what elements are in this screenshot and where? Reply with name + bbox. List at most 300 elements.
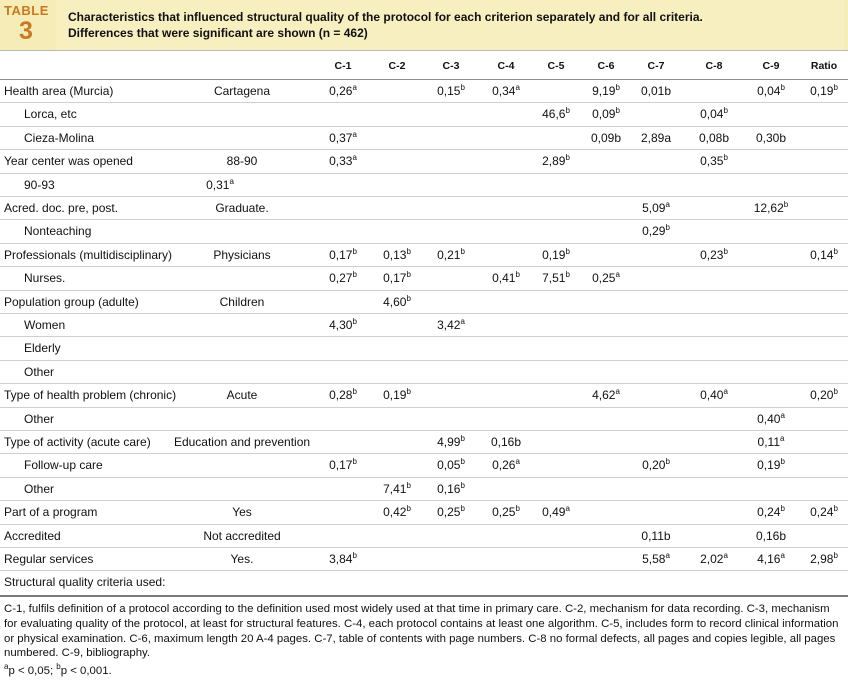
row-label: Cieza-Molina: [24, 130, 95, 145]
value-cell: [315, 127, 371, 150]
significance-marker: a: [665, 200, 670, 209]
value-cell: [528, 220, 584, 243]
value-cell: [369, 244, 425, 267]
value-cell: [743, 361, 799, 384]
value-cell: [423, 314, 479, 337]
table-row: [0, 266, 848, 290]
significance-marker: a: [515, 83, 520, 92]
reference-category: [152, 267, 332, 290]
value-cell: [528, 267, 584, 290]
value-cell: [686, 103, 742, 126]
significance-marker: b: [352, 551, 357, 560]
reference-category: [152, 384, 332, 407]
value-cell: [628, 548, 684, 571]
value-cell: [686, 384, 742, 407]
row-label: Professionals (multidisciplinary): [4, 247, 173, 262]
table-row: [0, 524, 848, 548]
value-cell: [578, 571, 634, 594]
value-cell: [369, 525, 425, 548]
value-cell: [743, 454, 799, 477]
value-text: 7,41: [383, 481, 407, 496]
value-text: 0,24: [757, 505, 781, 520]
row-label: 90-93: [24, 177, 55, 192]
value-cell: [578, 127, 634, 150]
value-text: 0,20: [642, 458, 666, 473]
value-cell: [743, 127, 799, 150]
table-row: [0, 547, 848, 571]
value-text: 0,09: [592, 107, 616, 122]
value-cell: [315, 267, 371, 290]
value-cell: [686, 197, 742, 220]
significance-marker: b: [665, 223, 670, 233]
value-cell: [796, 244, 848, 267]
row-label: Type of activity (acute care): [4, 435, 151, 449]
reference-category: [152, 150, 332, 173]
table-row: [0, 407, 848, 431]
value-cell: [315, 220, 371, 243]
value-cell: [528, 314, 584, 337]
value-cell: [628, 361, 684, 384]
significance-marker: a: [723, 551, 728, 560]
value-cell: [796, 314, 848, 337]
significance-marker: b: [352, 387, 357, 397]
value-cell: [796, 501, 848, 524]
value-cell: [578, 454, 634, 477]
value-cell: [315, 174, 371, 197]
value-text: 0,04: [757, 84, 781, 98]
value-text: 3,84: [329, 552, 353, 566]
significance-marker: b: [780, 83, 785, 92]
value-cell: [528, 454, 584, 477]
value-cell: [796, 548, 848, 571]
value-cell: [743, 220, 799, 243]
value-cell: [628, 525, 684, 548]
value-cell: [315, 501, 371, 524]
value-cell: [743, 548, 799, 571]
value-cell: [578, 80, 634, 103]
value-cell: [743, 525, 799, 548]
value-cell: [478, 127, 534, 150]
row-label: Other: [24, 364, 55, 379]
value-text: 2,89a: [640, 130, 672, 145]
row-label: Nonteaching: [24, 224, 92, 239]
significance-marker: a: [515, 457, 520, 467]
value-cell: [315, 384, 371, 407]
significance-marker: b: [352, 457, 357, 467]
significance-marker: b: [406, 480, 411, 490]
value-cell: [628, 571, 684, 594]
value-cell: [528, 291, 584, 314]
value-cell: [315, 197, 371, 220]
value-cell: [369, 361, 425, 384]
value-text: 0,11: [757, 435, 780, 449]
column-header: C-2: [388, 60, 406, 72]
value-cell: [423, 384, 479, 407]
value-cell: [423, 150, 479, 173]
value-cell: [478, 478, 534, 501]
significance-marker: a: [352, 153, 357, 163]
value-cell: [686, 501, 742, 524]
significance-marker: b: [406, 246, 411, 256]
row-label: Acred. doc. pre, post.: [4, 201, 119, 215]
value-cell: [423, 571, 479, 594]
reference-text: 0,31: [206, 177, 230, 192]
value-cell: [528, 384, 584, 407]
value-cell: [578, 361, 634, 384]
value-cell: [578, 501, 634, 524]
row-label: Type of health problem (chronic): [4, 388, 177, 403]
value-cell: [578, 244, 634, 267]
value-cell: [369, 220, 425, 243]
value-text: 0,26: [329, 84, 353, 98]
value-text: 0,34: [492, 84, 516, 98]
value-cell: [528, 361, 584, 384]
significance-marker: b: [833, 504, 838, 514]
value-cell: [743, 501, 799, 524]
column-header: Ratio: [810, 60, 838, 72]
value-cell: [743, 314, 799, 337]
value-text: 0,13: [383, 247, 407, 262]
significance-marker: a: [665, 551, 670, 560]
value-cell: [478, 501, 534, 524]
value-cell: [315, 291, 371, 314]
value-text: 0,08b: [698, 130, 730, 145]
significance-marker: b: [723, 106, 728, 116]
table-row: [0, 313, 848, 337]
value-text: 0,15: [437, 84, 461, 98]
value-cell: [743, 267, 799, 290]
value-cell: [686, 571, 742, 594]
value-cell: [578, 337, 634, 360]
table-row: [0, 360, 848, 384]
value-cell: [796, 361, 848, 384]
value-text: 7,51: [542, 271, 566, 286]
value-text: 0,28: [329, 388, 353, 403]
value-cell: [743, 431, 799, 454]
table-row: [0, 243, 848, 267]
value-text: 0,17: [383, 271, 407, 286]
reference-category: [152, 337, 332, 360]
reference-category: [152, 478, 332, 501]
significance-marker: b: [352, 270, 357, 280]
value-cell: [478, 267, 534, 290]
value-cell: [528, 478, 584, 501]
value-cell: [686, 431, 742, 454]
reference-category: [152, 454, 332, 477]
value-cell: [315, 408, 371, 431]
value-cell: [478, 384, 534, 407]
value-cell: [796, 384, 848, 407]
value-cell: [423, 267, 479, 290]
value-text: 0,20: [810, 388, 834, 403]
value-cell: [628, 174, 684, 197]
significance-marker: b: [515, 270, 520, 280]
value-cell: [686, 408, 742, 431]
significance-marker: a: [615, 270, 620, 280]
value-cell: [686, 478, 742, 501]
value-cell: [423, 127, 479, 150]
value-cell: [628, 384, 684, 407]
value-text: 9,19: [592, 84, 616, 98]
value-cell: [686, 525, 742, 548]
value-cell: [478, 361, 534, 384]
value-cell: [478, 408, 534, 431]
title-line-2: Differences that were significant are shown (n = 462): [68, 26, 368, 40]
value-cell: [423, 408, 479, 431]
significance-marker: b: [565, 153, 570, 163]
value-cell: [628, 150, 684, 173]
table-row: [0, 570, 848, 594]
header-divider: [0, 50, 848, 51]
value-cell: [743, 571, 799, 594]
value-cell: [478, 314, 534, 337]
table-row: [0, 500, 848, 524]
value-text: 0,26: [492, 458, 516, 473]
table-badge: [4, 4, 48, 46]
value-text: 0,16: [437, 481, 461, 496]
reference-text: Not accredited: [203, 528, 281, 543]
value-cell: [423, 454, 479, 477]
value-cell: [369, 454, 425, 477]
value-cell: [686, 548, 742, 571]
value-cell: [369, 478, 425, 501]
significance-marker: b: [615, 83, 620, 92]
footnote-text: C-1, fulfils definition of a protocol according to the definition used most widely used at that time in primary care. C-2, mechanism for data recording. C-3, mechanism for evaluating quality of the protocol, at least for structural features. C-4, each protocol contains at least one algorithm. C-5, includes form to record clinical information or physical examination. C-6, maximum length 20 A-4 pages. C-7, table of contents with page numbers. C-8 no formal defects, all pages and copies legible, all pages numbered. C-9, bibliography.: [4, 603, 839, 660]
significance-marker: b: [833, 387, 838, 397]
value-cell: [686, 314, 742, 337]
table-row: [0, 336, 848, 360]
value-cell: [628, 501, 684, 524]
value-cell: [369, 431, 425, 454]
value-text: 4,30: [329, 318, 353, 332]
value-cell: [528, 103, 584, 126]
value-cell: [423, 291, 479, 314]
table-word: TABLE: [4, 3, 49, 18]
value-cell: [369, 384, 425, 407]
row-label: Regular services: [4, 552, 94, 566]
reference-text: 88-90: [226, 154, 258, 169]
reference-text: Cartagena: [213, 84, 271, 98]
row-label: Part of a program: [4, 505, 98, 520]
significance-marker: b: [515, 504, 520, 514]
value-cell: [423, 525, 479, 548]
value-cell: [478, 174, 534, 197]
value-cell: [628, 431, 684, 454]
value-cell: [743, 103, 799, 126]
value-text: 0,16b: [490, 435, 522, 449]
table-header: [0, 0, 848, 50]
value-cell: [528, 197, 584, 220]
value-cell: [796, 197, 848, 220]
value-cell: [743, 291, 799, 314]
significance-marker: b: [460, 434, 465, 443]
value-cell: [628, 244, 684, 267]
value-cell: [528, 431, 584, 454]
value-cell: [743, 244, 799, 267]
value-cell: [743, 337, 799, 360]
value-cell: [796, 431, 848, 454]
value-text: 2,02: [700, 552, 724, 566]
value-text: 0,40: [757, 411, 781, 426]
value-cell: [528, 127, 584, 150]
value-text: 2,98: [810, 552, 834, 566]
value-cell: [686, 337, 742, 360]
value-cell: [528, 571, 584, 594]
value-text: 12,62: [753, 201, 784, 215]
title-line-1: Characteristics that influenced structural quality of the protocol for each criterion separately and for all criteria.: [68, 10, 703, 24]
value-cell: [369, 548, 425, 571]
value-cell: [628, 314, 684, 337]
value-text: 0,27: [329, 271, 353, 286]
value-cell: [528, 525, 584, 548]
reference-category: [152, 291, 332, 314]
reference-category: [140, 174, 300, 197]
significance-marker: a: [780, 410, 785, 420]
value-text: 0,16b: [755, 528, 787, 543]
value-cell: [369, 174, 425, 197]
value-cell: [423, 80, 479, 103]
value-cell: [578, 197, 634, 220]
value-text: 0,25: [437, 505, 461, 520]
value-cell: [628, 408, 684, 431]
value-cell: [315, 244, 371, 267]
value-cell: [796, 571, 848, 594]
value-cell: [315, 150, 371, 173]
value-cell: [478, 571, 534, 594]
value-cell: [423, 220, 479, 243]
value-cell: [628, 197, 684, 220]
value-text: 0,05: [437, 458, 461, 473]
row-label: Other: [24, 481, 55, 496]
value-cell: [796, 174, 848, 197]
value-cell: [315, 431, 371, 454]
value-cell: [315, 103, 371, 126]
reference-text: Graduate.: [215, 201, 269, 215]
row-label: Elderly: [24, 341, 61, 356]
value-cell: [478, 244, 534, 267]
significance-marker: b: [352, 246, 357, 256]
significance-marker: b: [665, 457, 670, 467]
significance-marker: b: [783, 200, 789, 209]
value-cell: [686, 80, 742, 103]
value-cell: [796, 150, 848, 173]
significance-marker: a: [229, 176, 234, 186]
reference-text: Acute: [226, 388, 258, 403]
value-text: 0,19: [757, 458, 781, 473]
reference-category: [152, 431, 332, 454]
column-header: C-6: [597, 60, 615, 72]
row-label: Population group (adulte): [4, 294, 139, 309]
value-cell: [686, 291, 742, 314]
value-cell: [369, 501, 425, 524]
significance-marker: b: [406, 270, 411, 280]
value-text: 0,25: [492, 505, 516, 520]
significance-marker: b: [460, 457, 465, 467]
column-header: C-4: [497, 60, 515, 72]
reference-text: Children: [219, 294, 265, 309]
value-text: 0,23: [700, 247, 724, 262]
row-label: Health area (Murcia): [4, 84, 114, 98]
value-cell: [796, 291, 848, 314]
value-cell: [686, 127, 742, 150]
value-cell: [423, 103, 479, 126]
table-row: [0, 453, 848, 477]
value-cell: [743, 384, 799, 407]
value-text: 0,24: [810, 505, 834, 520]
sig-b-text: p < 0,001.: [60, 665, 112, 677]
reference-category: [152, 103, 332, 126]
value-text: 4,60: [383, 294, 407, 309]
value-cell: [686, 150, 742, 173]
significance-marker: b: [833, 83, 838, 92]
value-cell: [578, 174, 634, 197]
value-cell: [478, 220, 534, 243]
value-cell: [578, 220, 634, 243]
reference-category: [152, 408, 332, 431]
value-cell: [369, 337, 425, 360]
value-text: 3,42: [437, 318, 461, 332]
value-cell: [796, 408, 848, 431]
value-text: 0,01b: [640, 84, 672, 98]
reference-category: [152, 244, 332, 267]
value-text: 0,04: [700, 107, 724, 122]
significance-marker: a: [460, 317, 465, 326]
table-row: [0, 219, 848, 243]
value-cell: [578, 408, 634, 431]
value-text: 0,25: [592, 271, 616, 286]
value-cell: [528, 174, 584, 197]
value-cell: [743, 174, 799, 197]
significance-marker: b: [460, 246, 465, 256]
value-cell: [743, 197, 799, 220]
value-text: 0,40: [700, 388, 724, 403]
value-cell: [628, 478, 684, 501]
value-cell: [796, 80, 848, 103]
significance-marker: b: [565, 246, 570, 256]
value-cell: [369, 408, 425, 431]
table-row: [0, 290, 848, 314]
table-row: [0, 173, 848, 197]
value-cell: [796, 337, 848, 360]
value-text: 0,17: [329, 458, 353, 473]
value-cell: [423, 501, 479, 524]
value-cell: [423, 478, 479, 501]
value-cell: [423, 197, 479, 220]
table-row: [0, 149, 848, 173]
value-cell: [528, 548, 584, 571]
value-text: 0,14: [810, 247, 834, 262]
value-text: 0,09b: [590, 130, 622, 145]
value-text: 0,37: [329, 130, 353, 145]
row-label: Nurses.: [24, 271, 66, 286]
value-cell: [628, 103, 684, 126]
reference-text: Yes: [232, 505, 252, 520]
value-cell: [423, 337, 479, 360]
value-cell: [743, 80, 799, 103]
value-cell: [478, 197, 534, 220]
value-cell: [478, 337, 534, 360]
value-cell: [578, 548, 634, 571]
value-cell: [796, 220, 848, 243]
column-header: C-1: [334, 60, 352, 72]
value-cell: [315, 454, 371, 477]
value-cell: [796, 478, 848, 501]
table-row: [0, 383, 848, 407]
reference-category: [152, 501, 332, 524]
value-cell: [578, 150, 634, 173]
significance-marker: b: [406, 504, 411, 514]
value-cell: [369, 103, 425, 126]
